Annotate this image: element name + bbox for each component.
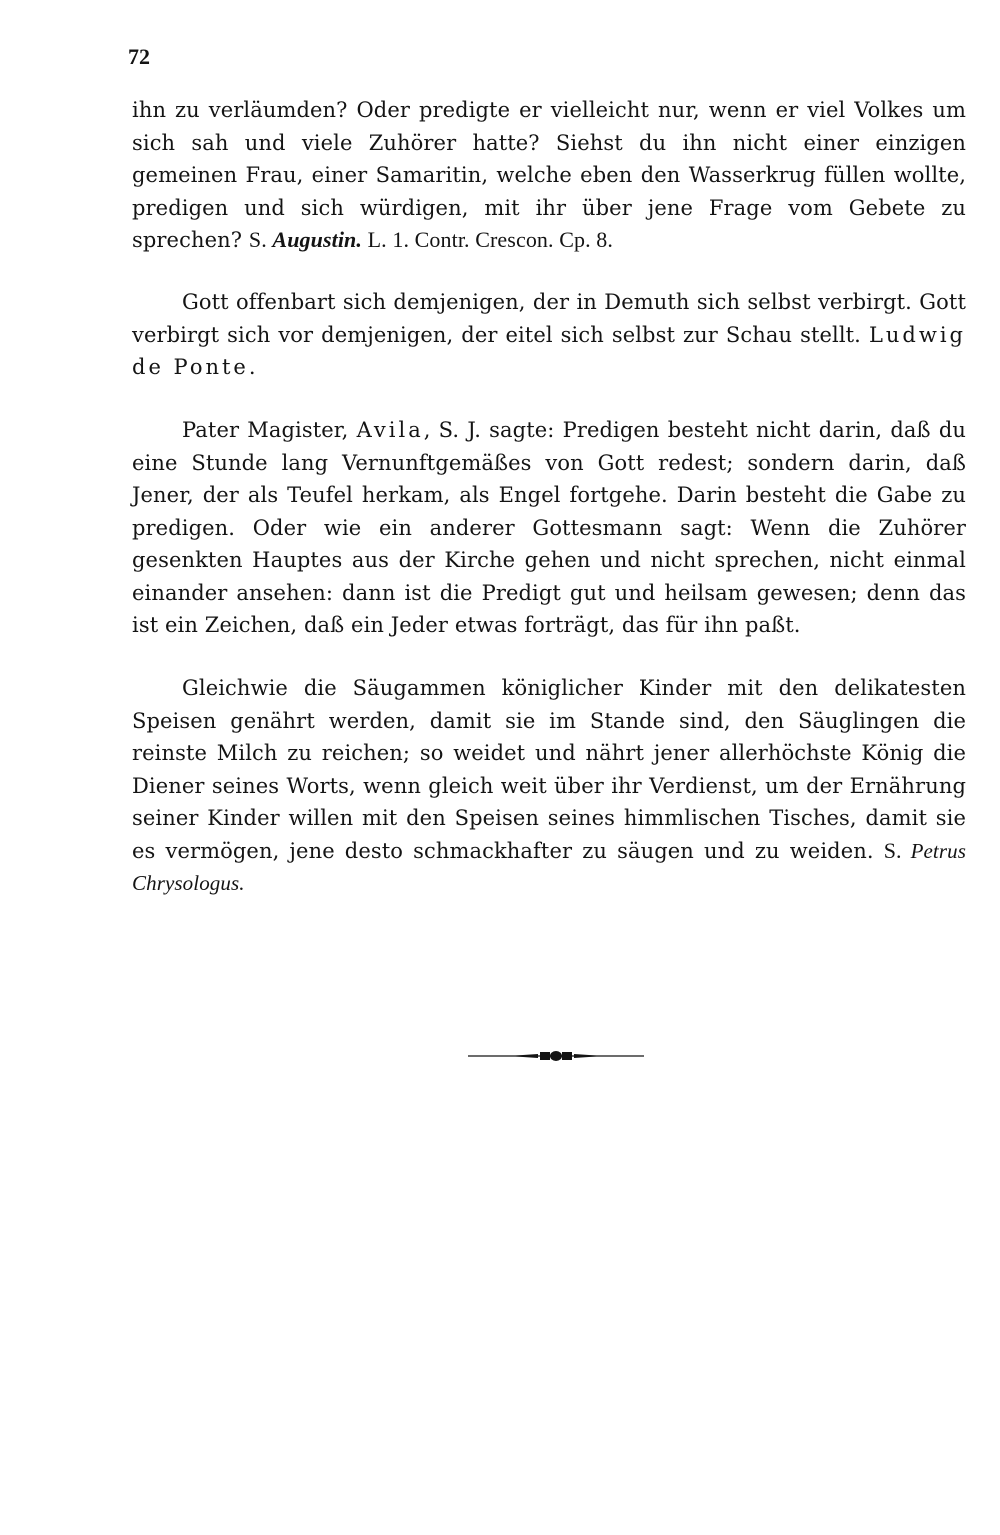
paragraph-text: ihn zu verläumden? Oder predigte er vielleicht nur, wenn er viel Volkes um sich sah und viele Zuhörer hatte? Siehst du ihn nicht einer einzigen gemeinen Frau, einer Samaritin, welche eben den Wasserkrug füllen wollte, predigen und sich würdigen, mit ihr über jene Frage vom Gebete zu sprechen? bbox=[132, 98, 966, 252]
citation-author: Augustin. bbox=[272, 227, 362, 252]
citation-prefix: S. bbox=[248, 227, 273, 252]
citation-prefix: S. bbox=[883, 837, 911, 863]
citation-author: Ludwig de Ponte. bbox=[132, 322, 967, 379]
paragraph-augustin bbox=[132, 94, 966, 257]
paragraph-text: Gleichwie die Säugammen königlicher Kinder mit den delikatesten Speisen genährt werden, damit sie im Stande sind, den Säuglingen die reinste Milch zu reichen; so weidet und nährt jener allerhöchste König die Diener seines Worts, wenn gleich weit über ihr Verdienst, um der Ernährung seiner Kinder willen mit den Speisen seines himmlischen Tisches, damit sie es vermögen, jene desto schmackhafter zu säugen und zu weiden. bbox=[132, 676, 966, 863]
paragraph-text: Gott offenbart sich demjenigen, der in Demuth sich selbst verbirgt. Gott verbirgt sich vor demjenigen, der eitel sich selbst zur Schau stellt. bbox=[132, 290, 966, 347]
printer-ornament-rule-icon bbox=[468, 1049, 644, 1063]
page-number: 72 bbox=[128, 44, 150, 69]
paragraph-avila bbox=[132, 414, 966, 642]
paragraph-text-start: Pater Magister, bbox=[182, 418, 357, 442]
citation-author: Petrus Chrysologus. bbox=[132, 838, 966, 895]
paragraph-de-ponte bbox=[132, 286, 966, 384]
paragraph-chrysologus bbox=[132, 672, 966, 900]
paragraph-text-rest: , S. J. sagte: Predigen besteht nicht darin, daß du eine Stunde lang Vernunftgemäßes von Gott redest; sondern darin, daß Jener, der als Teufel herkam, als Engel fortgehe. Darin besteht die Gabe zu predigen. Oder wie ein anderer Gottesmann sagt: Wenn die Zuhörer gesenkten Hauptes aus der Kirche gehen und nicht sprechen, nicht einmal einander ansehen: dann ist die Predigt gut und heilsam gewesen; denn das ist ein Zeichen, daß ein Jeder etwas forträgt, das für ihn paßt. bbox=[132, 418, 966, 637]
citation-reference: L. 1. Contr. Crescon. Cp. 8. bbox=[362, 227, 614, 252]
avila-name: Avila bbox=[356, 418, 424, 442]
